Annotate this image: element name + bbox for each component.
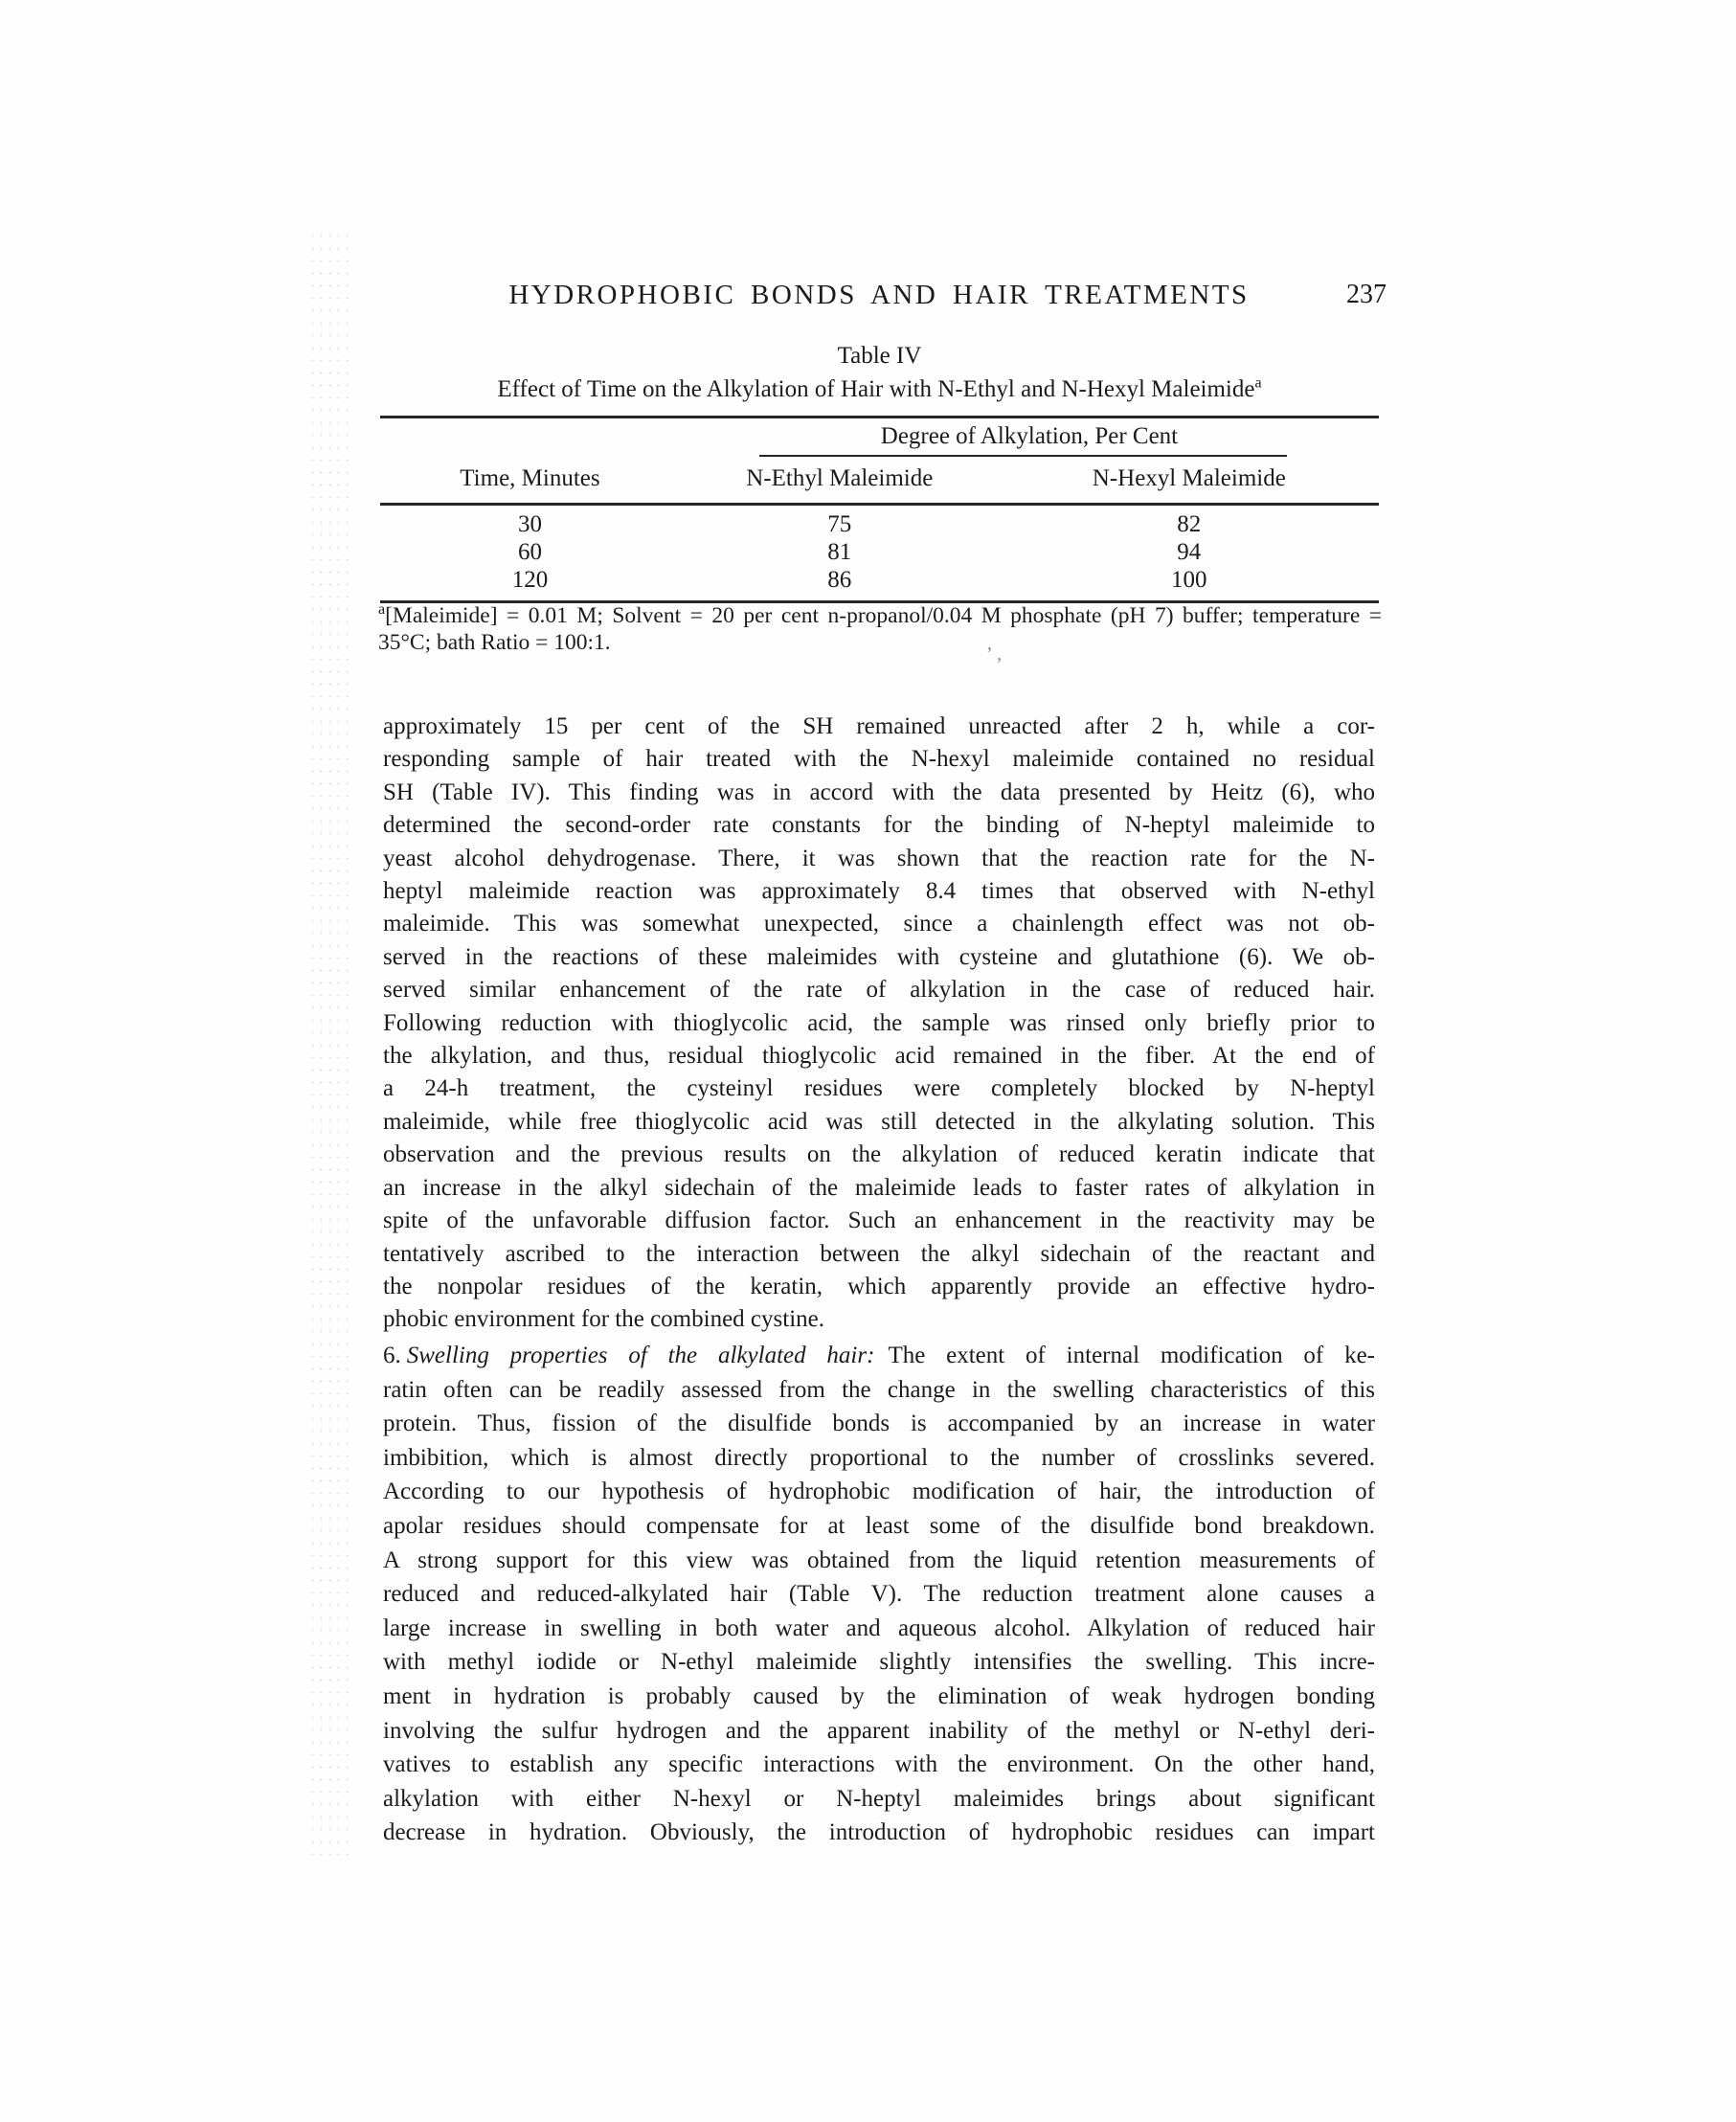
- scan-speckle-texture: [308, 230, 352, 1858]
- cell-n-hexyl: 100: [1171, 566, 1207, 593]
- text-line: SH (Table IV). This finding was in accord with the data presented by Heitz (6), who: [383, 779, 1375, 805]
- table-iv: [380, 343, 1379, 603]
- text-line: an increase in the alkyl sidechain of the maleimide leads to faster rates of alkylation in: [383, 1174, 1375, 1201]
- section-number: 6.: [383, 1343, 401, 1368]
- text-line: served in the reactions of these maleimides with cysteine and glutathione (6). We ob-: [383, 943, 1375, 970]
- text-line: apolar residues should compensate for at least some of the disulfide bond breakdown.: [383, 1512, 1375, 1539]
- text-line: ment in hydration is probably caused by the elimination of weak hydrogen bonding: [383, 1682, 1375, 1709]
- page-title: HYDROPHOBIC BONDS AND HAIR TREATMENTS: [508, 280, 1250, 310]
- text-line: large increase in swelling in both water and aqueous alcohol. Alkylation of reduced hair: [383, 1614, 1375, 1641]
- text-line: a 24-h treatment, the cysteinyl residues were completely blocked by N-heptyl: [383, 1075, 1375, 1102]
- cell-n-ethyl: 81: [827, 538, 852, 565]
- footnote-text: [Maleimide] = 0.01 M; Solvent = 20 per cent n-propanol/0.04 M phosphate (pH 7) buffer; temperature =: [385, 603, 1382, 628]
- body-paragraph-1: [383, 711, 1375, 1337]
- table-rule-top: [380, 416, 1379, 418]
- column-header-n-hexyl: N-Hexyl Maleimide: [1092, 465, 1286, 491]
- text-line: with methyl iodide or N-ethyl maleimide slightly intensifies the swelling. This incre-: [383, 1649, 1375, 1676]
- text-line: protein. Thus, fission of the disulfide bonds is accompanied by an increase in water: [383, 1411, 1375, 1437]
- text-line: tentatively ascribed to the interaction between the alkyl sidechain of the reactant and: [383, 1240, 1375, 1267]
- table-caption-text: Effect of Time on the Alkylation of Hair with N-Ethyl and N-Hexyl Maleimide: [497, 376, 1255, 402]
- text-line: ratin often can be readily assessed from the change in the swelling characteristics of this: [383, 1376, 1375, 1403]
- text-line: Following reduction with thioglycolic acid, the sample was rinsed only briefly prior to: [383, 1009, 1375, 1036]
- table-group-header-row: [380, 423, 1379, 450]
- cell-n-hexyl: 82: [1177, 510, 1202, 537]
- section-first-line-text: The extent of internal modification of ke-: [888, 1343, 1375, 1368]
- table-group-header: Degree of Alkylation, Per Cent: [880, 423, 1179, 449]
- body-paragraph-2: [383, 1339, 1375, 1850]
- text-line: responding sample of hair treated with the N-hexyl maleimide contained no residual: [383, 746, 1375, 773]
- cell-n-hexyl: 94: [1177, 538, 1202, 565]
- text-line: determined the second-order rate constants for the binding of N-heptyl maleimide to: [383, 812, 1375, 839]
- page-number: 237: [1346, 280, 1387, 309]
- text-line: yeast alcohol dehydrogenase. There, it was shown that the reaction rate for the N-: [383, 845, 1375, 871]
- footnote-marker: a: [378, 601, 386, 619]
- text-line: involving the sulfur hydrogen and the apparent inability of the methyl or N-ethyl deri-: [383, 1717, 1375, 1744]
- cell-time: 30: [517, 510, 542, 537]
- text-line: observation and the previous results on the alkylation of reduced keratin indicate that: [383, 1141, 1375, 1168]
- text-line: A strong support for this view was obtained from the liquid retention measurements of: [383, 1546, 1375, 1573]
- scan-artifact: ’ ‚: [986, 643, 1003, 665]
- text-line: approximately 15 per cent of the SH remained unreacted after 2 h, while a cor-: [383, 713, 1375, 739]
- text-line: reduced and reduced-alkylated hair (Table V). The reduction treatment alone causes a: [383, 1581, 1375, 1608]
- running-head: [383, 280, 1387, 311]
- text-line: alkylation with either N-hexyl or N-heptyl maleimides brings about significant: [383, 1785, 1375, 1812]
- text-line: phobic environment for the combined cystine.: [383, 1306, 824, 1333]
- table-body: [380, 506, 1379, 594]
- text-line: vatives to establish any specific interactions with the environment. On the other hand,: [383, 1751, 1375, 1778]
- table-row: [380, 510, 1379, 538]
- cell-time: 120: [511, 566, 549, 593]
- column-header-n-ethyl: N-Ethyl Maleimide: [746, 465, 934, 491]
- footnote-line: [378, 602, 1382, 629]
- text-line: heptyl maleimide reaction was approximately 8.4 times that observed with N-ethyl: [383, 878, 1375, 905]
- table-group-spacer: [380, 423, 680, 450]
- column-header-time: Time, Minutes: [460, 465, 600, 491]
- paragraph-2-lines: [383, 1373, 1375, 1850]
- caption-footnote-marker: a: [1254, 374, 1262, 392]
- text-line: According to our hypothesis of hydrophobic modification of hair, the introduction of: [383, 1479, 1375, 1505]
- cell-n-ethyl: 86: [827, 566, 852, 593]
- text-line: spite of the unfavorable diffusion factor. Such an enhancement in the reactivity may be: [383, 1208, 1375, 1234]
- table-row: [380, 566, 1379, 594]
- text-line: imbibition, which is almost directly proportional to the number of crosslinks severed.: [383, 1444, 1375, 1471]
- table-caption: [380, 376, 1379, 403]
- text-line: the nonpolar residues of the keratin, which apparently provide an effective hydro-: [383, 1273, 1375, 1299]
- table-title: Table IV: [837, 343, 922, 369]
- table-footnote: [378, 602, 1382, 656]
- section-heading: Swelling properties of the alkylated hair:: [406, 1343, 875, 1368]
- footnote-line: 35°C; bath Ratio = 100:1.: [378, 630, 611, 655]
- section-heading-line: [383, 1339, 1375, 1373]
- text-line: maleimide. This was somewhat unexpected, since a chainlength effect was not ob-: [383, 911, 1375, 937]
- text-line: the alkylation, and thus, residual thioglycolic acid remained in the fiber. At the end of: [383, 1043, 1375, 1070]
- cell-time: 60: [517, 538, 542, 565]
- table-column-header-row: [380, 457, 1379, 503]
- text-line: served similar enhancement of the rate of alkylation in the case of reduced hair.: [383, 977, 1375, 1004]
- text-line: decrease in hydration. Obviously, the introduction of hydrophobic residues can impart: [383, 1819, 1375, 1846]
- text-line: maleimide, while free thioglycolic acid was still detected in the alkylating solution. This: [383, 1108, 1375, 1135]
- table-row: [380, 538, 1379, 566]
- cell-n-ethyl: 75: [827, 510, 852, 537]
